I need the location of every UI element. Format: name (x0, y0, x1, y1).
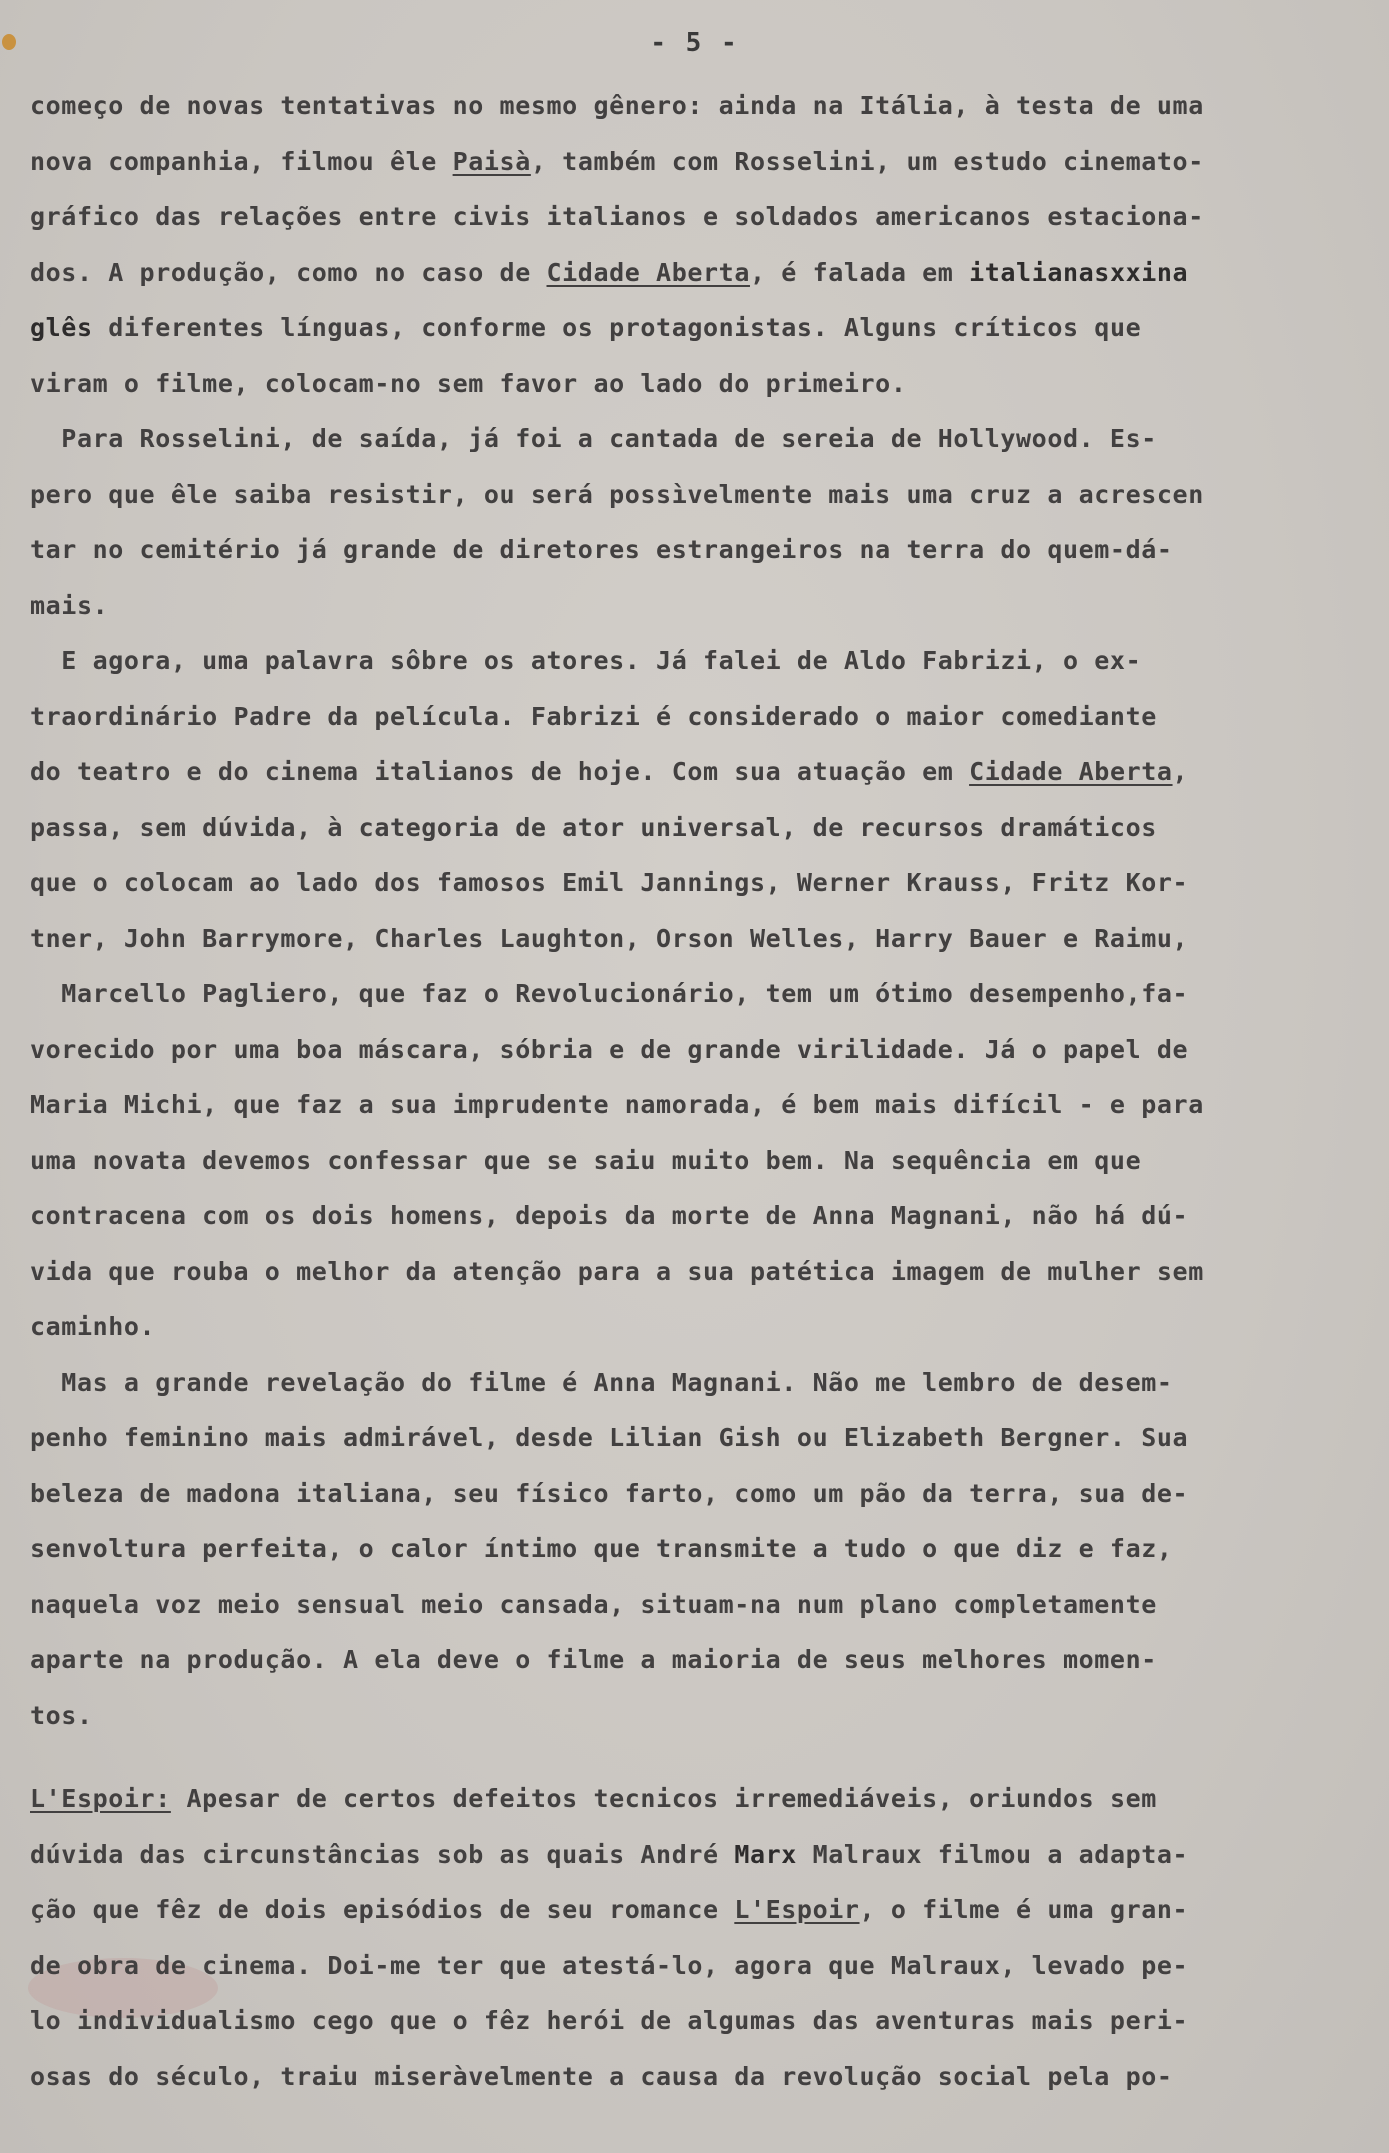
text-line (30, 300, 1350, 356)
text-run: Para Rosselini, de saída, já foi a cantada de sereia de Hollywood. Es- (30, 424, 1157, 453)
text-run: gráfico das relações entre civis italianos e soldados americanos estaciona- (30, 202, 1204, 231)
text-line (30, 1688, 1350, 1744)
text-line (30, 744, 1350, 800)
text-line (30, 1882, 1350, 1938)
underlined-title: L'Espoir: (30, 1784, 171, 1813)
paragraph (30, 1771, 1350, 2104)
text-line (30, 633, 1350, 689)
text-line (30, 1577, 1350, 1633)
paragraph (30, 966, 1350, 1355)
text-run: beleza de madona italiana, seu físico farto, como um pão da terra, sua de- (30, 1478, 1189, 1508)
text-run: Mas a grande revelação do filme é Anna Magnani. Não me lembro de desem- (30, 1367, 1173, 1397)
paragraph (30, 633, 1350, 966)
text-line (30, 689, 1350, 745)
text-run: , o filme é uma gran- (859, 1895, 1189, 1924)
text-run: tner, John Barrymore, Charles Laughton, Orson Welles, Harry Bauer e Raimu, (30, 923, 1189, 953)
text-run: vorecido por uma boa máscara, sóbria e de grande virilidade. Já o papel de (30, 1034, 1189, 1064)
text-run: Marcello Pagliero, que faz o Revolucionário, tem um ótimo desempenho,fa- (30, 979, 1189, 1008)
text-run: mais. (30, 590, 109, 620)
paragraph-gap (30, 1743, 1350, 1771)
text-line (30, 1077, 1350, 1133)
text-run: osas do século, traiu miseràvelmente a causa da revolução social pela po- (30, 2061, 1173, 2091)
paragraph (30, 1355, 1350, 1744)
text-run: tar no cemitério já grande de diretores estrangeiros na terra do quem-dá- (30, 535, 1173, 564)
text-run: uma novata devemos confessar que se saiu muito bem. Na sequência em que (30, 1145, 1142, 1175)
paragraph (30, 411, 1350, 633)
text-run: viram o filme, colocam-no sem favor ao lado do primeiro. (30, 368, 907, 398)
text-run: tos. (30, 1700, 93, 1730)
text-run: E agora, uma palavra sôbre os atores. Já falei de Aldo Fabrizi, o ex- (30, 646, 1142, 675)
text-line (30, 78, 1350, 134)
text-run: do teatro e do cinema italianos de hoje. Com sua atuação em (30, 757, 970, 786)
text-line (30, 1244, 1350, 1300)
text-line (30, 356, 1350, 412)
underlined-title: Paisà (452, 146, 531, 176)
text-line (30, 800, 1350, 856)
text-run: vida que rouba o melhor da atenção para a sua patética imagem de mulher sem (30, 1256, 1204, 1286)
underlined-title: Cidade Aberta (546, 257, 750, 287)
text-line (30, 1938, 1350, 1994)
text-run: , também com Rosselini, um estudo cinemato- (530, 146, 1204, 176)
text-run: dos. A produção, como no caso de (30, 257, 547, 287)
text-run: caminho. (30, 1312, 156, 1341)
text-line (30, 1827, 1350, 1883)
text-line (30, 966, 1350, 1022)
text-run: traordinário Padre da película. Fabrizi é considerado o maior comediante (30, 701, 1157, 731)
text-line (30, 1410, 1350, 1466)
text-run: lo individualismo cego que o fêz herói de algumas das aventuras mais peri- (30, 2006, 1189, 2035)
text-line (30, 189, 1350, 245)
text-run: começo de novas tentativas no mesmo gênero: ainda na Itália, à testa de uma (30, 91, 1204, 120)
struck-typed-text: Marx (734, 1839, 797, 1869)
text-line (30, 1521, 1350, 1577)
text-run: Apesar de certos defeitos tecnicos irremediáveis, oriundos sem (170, 1784, 1157, 1813)
underlined-title: Cidade Aberta (969, 757, 1173, 786)
page-number: - 5 - (650, 28, 739, 58)
text-run: Maria Michi, que faz a sua imprudente namorada, é bem mais difícil - e para (30, 1090, 1204, 1119)
text-line (30, 1993, 1350, 2049)
text-run: penho feminino mais admirável, desde Lilian Gish ou Elizabeth Bergner. Sua (30, 1423, 1189, 1452)
text-line (30, 467, 1350, 523)
text-line (30, 411, 1350, 467)
text-run: , é falada em (749, 257, 970, 287)
body-text (30, 78, 1350, 2104)
text-line (30, 1771, 1350, 1827)
text-run: que o colocam ao lado dos famosos Emil Jannings, Werner Krauss, Fritz Kor- (30, 868, 1189, 897)
text-line (30, 1355, 1350, 1411)
text-line (30, 1632, 1350, 1688)
text-run: pero que êle saiba resistir, ou será possìvelmente mais uma cruz a acrescen (30, 479, 1204, 509)
struck-typed-text: italianasxxina (969, 257, 1189, 287)
text-run: dúvida das circunstâncias sob as quais André (30, 1839, 735, 1869)
text-line (30, 1188, 1350, 1244)
text-line (30, 1299, 1350, 1355)
text-run: diferentes línguas, conforme os protagonistas. Alguns críticos que (92, 313, 1142, 342)
text-line (30, 2049, 1350, 2105)
text-line (30, 855, 1350, 911)
struck-typed-text: glês (30, 313, 93, 342)
text-run: Malraux filmou a adapta- (796, 1839, 1189, 1869)
text-line (30, 522, 1350, 578)
paragraph (30, 78, 1350, 411)
text-line (30, 911, 1350, 967)
text-run: , (1172, 757, 1189, 786)
text-run: de obra de cinema. Doi-me ter que atestá-lo, agora que Malraux, levado pe- (30, 1950, 1189, 1980)
text-line (30, 1466, 1350, 1522)
text-run: senvoltura perfeita, o calor íntimo que transmite a tudo o que diz e faz, (30, 1534, 1173, 1563)
text-line (30, 1022, 1350, 1078)
text-run: aparte na produção. A ela deve o filme a maioria de seus melhores momen- (30, 1645, 1157, 1674)
underlined-title: L'Espoir (734, 1895, 860, 1924)
text-run: passa, sem dúvida, à categoria de ator universal, de recursos dramáticos (30, 812, 1157, 842)
text-line (30, 1133, 1350, 1189)
text-run: contracena com os dois homens, depois da morte de Anna Magnani, não há dú- (30, 1201, 1189, 1230)
text-run: naquela voz meio sensual meio cansada, situam-na num plano completamente (30, 1589, 1157, 1619)
text-run: nova companhia, filmou êle (30, 146, 453, 176)
text-line (30, 134, 1350, 190)
text-line (30, 245, 1350, 301)
text-run: ção que fêz de dois episódios de seu romance (30, 1895, 735, 1924)
text-line (30, 578, 1350, 634)
